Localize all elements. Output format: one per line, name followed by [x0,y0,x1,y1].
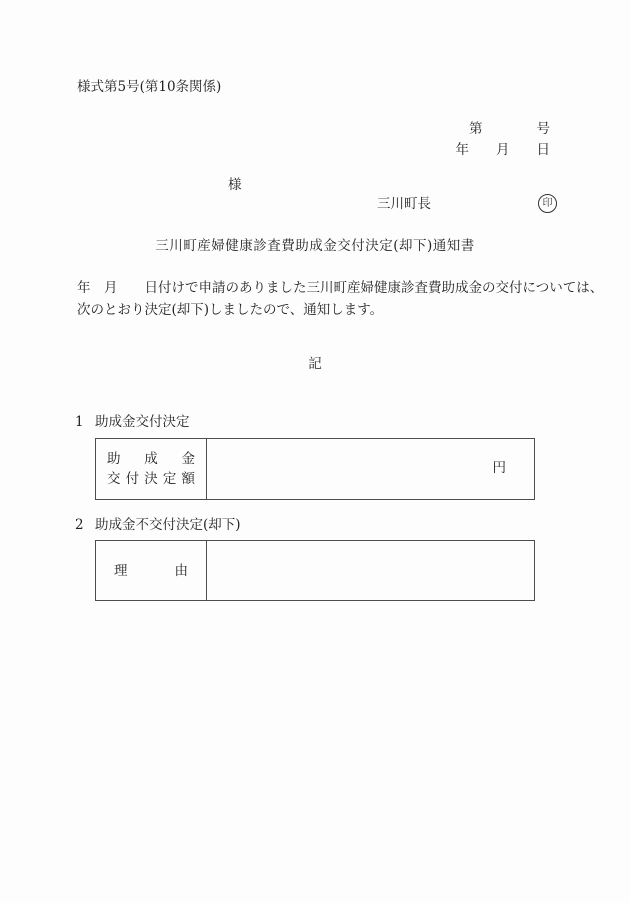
addressee-suffix: 様 [228,177,242,193]
form-number: 様式第5号(第10条関係) [77,79,222,95]
grant-amount-label-cell [96,439,207,499]
section2-number: 2 [75,517,84,533]
section2-heading [75,518,241,532]
section1-number: 1 [75,414,84,430]
currency-unit: 円 [492,460,506,477]
date-line: 年 月 日 [455,142,550,158]
grant-decision-table [95,438,535,500]
reference-block [456,119,551,161]
body-paragraph-line1: 年 月 日付けで申請のありました三川町産婦健康診査費助成金の交付については、 [77,280,604,296]
seal-stamp-icon [538,194,557,213]
reason-label: 理由 [114,562,188,579]
document-title: 三川町産婦健康診査費助成金交付決定(却下)通知書 [155,238,475,254]
section1-heading [75,415,190,429]
reference-number-line: 第 号 [469,121,550,137]
grant-amount-label-line2: 交付決定額 [107,471,195,487]
sender-title: 三川町長 [377,196,431,212]
section2-heading-text: 助成金不交付決定(却下) [95,517,241,533]
record-marker: 記 [308,356,322,372]
grant-amount-label-line1: 助成金 [107,451,195,467]
section1-heading-text: 助成金交付決定 [95,414,190,430]
rejection-reason-table [95,540,535,601]
grant-amount-value-cell [207,439,534,499]
reason-label-cell [96,541,207,600]
reason-value-cell [207,541,534,600]
body-paragraph-line2: 次のとおり決定(却下)しましたので、通知します。 [77,302,384,318]
seal-character: 印 [542,197,553,209]
